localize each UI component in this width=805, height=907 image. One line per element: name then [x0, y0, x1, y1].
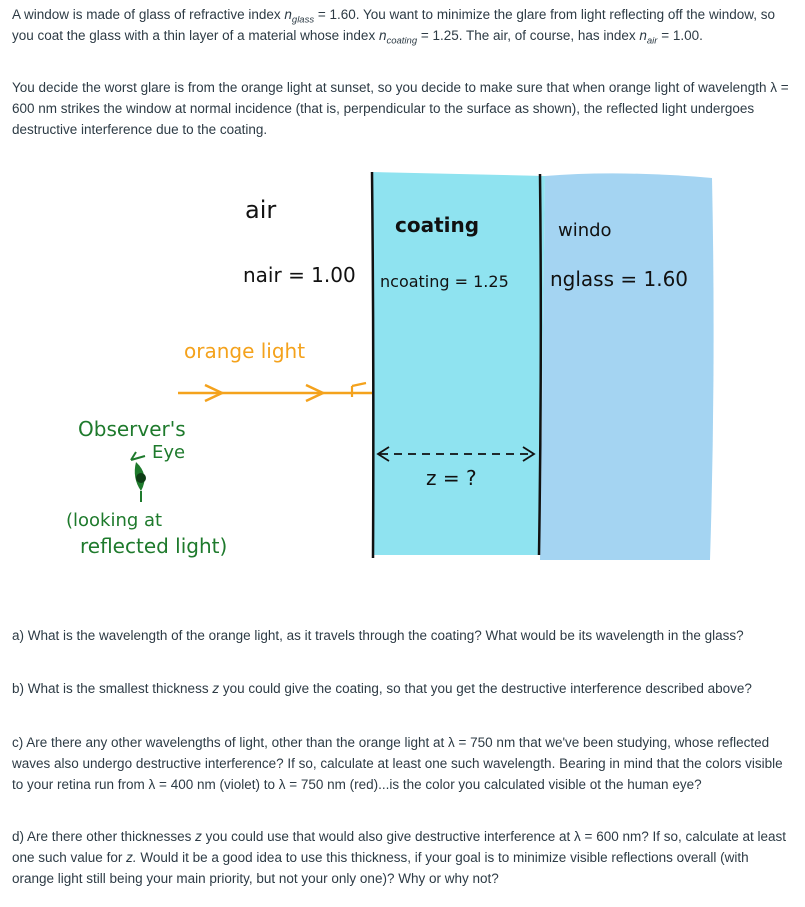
observer-pointer [131, 452, 145, 460]
question-a: a) What is the wavelength of the orange light, as it travels through the coating? What would be its wavelength in the glass? [12, 628, 744, 643]
n-glass-subscript: glass [291, 14, 315, 26]
question-d-text-3: Would it be a good idea to use this thickness, if your goal is to minimize visible reflections overall (with orange light still being your main priority, but not your only one)? Why or why not? [12, 850, 749, 886]
n-air-label: nair = 1.00 [243, 263, 356, 287]
question-b-text-2: you could give the coating, so that you get the destructive interference described above? [219, 681, 752, 696]
question-d [12, 826, 792, 889]
n-coating-symbol: n [378, 28, 387, 43]
intro-text-2: = 1.60. You want to minimize the glare from light reflecting off the window, so you coat the glass with a thin layer of a material whose index [12, 7, 775, 43]
n-coating-subscript: coating [386, 35, 418, 47]
looking-label-2: reflected light) [80, 534, 228, 558]
n-air-subscript: air [646, 35, 658, 47]
observer-label: Observer's [78, 417, 186, 441]
n-coating-label: ncoating = 1.25 [380, 272, 509, 291]
question-b-z: z [212, 681, 220, 696]
intro-paragraph [12, 4, 792, 46]
eye-icon [135, 462, 146, 502]
looking-label-1: (looking at [66, 510, 163, 531]
question-d-text-1: d) Are there other thicknesses [12, 829, 196, 844]
question-c: c) Are there any other wavelengths of light, other than the orange light at λ = 750 nm that we've been studying, whose reflected waves also undergo destructive interference? If so, calculate at least one such wavelength. Bearing in mind that the colors visible to your retina run from λ = 400 nm (violet) to λ = 750 nm (red)...is the color you calculated visible ot the human eye? [12, 735, 783, 792]
coating-label: coating [395, 213, 480, 237]
eye-label: Eye [152, 442, 186, 463]
intro-text-3: = 1.25. The air, of course, has index [417, 28, 640, 43]
right-angle-mark [352, 383, 366, 397]
question-d-text-2: you could use that would also give destructive interference at λ = 600 nm? If so, calculate at least one such value for [12, 829, 787, 865]
sunset-paragraph: You decide the worst glare is from the orange light at sunset, so you decide to make sure that when orange light of wavelength λ = 600 nm strikes the window at normal incidence (that is, perpendicular to the surface as shown), the reflected light undergoes destructive interference due to the coating. [12, 80, 789, 137]
question-b-text-1: b) What is the smallest thickness [12, 681, 213, 696]
n-glass-symbol: n [284, 7, 292, 22]
window-label: windo [558, 220, 612, 241]
thin-film-diagram [0, 160, 805, 580]
n-glass-label: nglass = 1.60 [550, 267, 689, 291]
intro-text-1: A window is made of glass of refractive index [12, 7, 285, 22]
n-air-symbol: n [639, 28, 647, 43]
question-d-z-1: z [195, 829, 202, 844]
thickness-label: z = ? [426, 466, 477, 490]
air-coating-interface [372, 172, 373, 558]
air-label: air [245, 196, 277, 224]
intro-text-4: = 1.00. [657, 28, 703, 43]
question-d-z-2: z. [126, 850, 137, 865]
orange-light-label: orange light [184, 339, 306, 363]
question-b [12, 678, 792, 699]
